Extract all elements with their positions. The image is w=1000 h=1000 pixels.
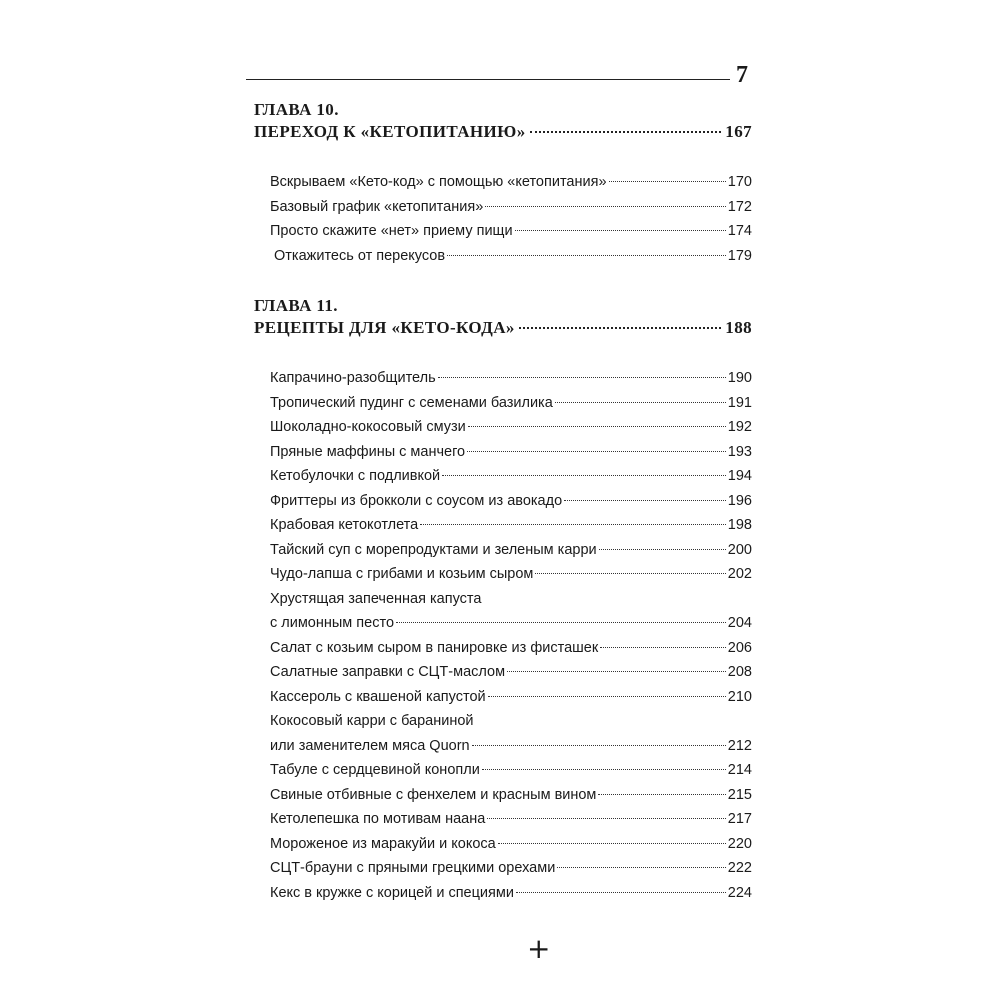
- chapter-page: 188: [725, 318, 752, 337]
- toc-entry-page: 220: [727, 835, 752, 852]
- toc-entry-title: Салатные заправки с СЦТ-маслом: [270, 664, 506, 680]
- page-number: 7: [736, 62, 748, 88]
- chapter-title-row[interactable]: [254, 317, 752, 339]
- toc-entry-page: 191: [727, 394, 752, 411]
- dot-leader: [498, 843, 726, 844]
- toc-entry[interactable]: [270, 219, 752, 244]
- toc-entry-page: 202: [727, 566, 752, 582]
- chapter-title: РЕЦЕПТЫ ДЛЯ «КЕТО-КОДА»: [254, 318, 515, 337]
- toc-entry-title-line[interactable]: Хрустящая запеченная капуста: [270, 590, 482, 607]
- dot-leader: [599, 549, 726, 550]
- toc-entry[interactable]: [270, 513, 752, 538]
- toc-entry-title: Свиные отбивные с фенхелем и красным вином: [270, 786, 597, 803]
- register-mark: +: [527, 932, 551, 965]
- chapter-10-heading: [254, 99, 752, 143]
- toc-entry-title: Крабовая кетокотлета: [270, 517, 419, 533]
- dot-leader: [564, 500, 726, 501]
- toc-entry[interactable]: [270, 881, 752, 906]
- toc-entry-title: Салат с козьим сыром в панировке из фисташек: [270, 639, 599, 656]
- header-rule: [246, 79, 730, 80]
- toc-entry-page: 215: [727, 786, 752, 803]
- toc-entry-title: Кетобулочки с подливкой: [270, 468, 441, 484]
- chapter-title: ПЕРЕХОД К «КЕТОПИТАНИЮ»: [254, 122, 526, 141]
- toc-entry[interactable]: [270, 440, 752, 465]
- toc-entry[interactable]: [270, 783, 752, 808]
- toc-entry-title: СЦТ-брауни с пряными грецкими орехами: [270, 860, 556, 876]
- toc-entry[interactable]: [270, 489, 752, 514]
- toc-entry-page: 206: [727, 639, 752, 656]
- toc-entry-title: Пряные маффины с манчего: [270, 443, 466, 460]
- toc-entry[interactable]: [270, 244, 752, 269]
- toc-entry-title: Вскрываем «Кето-код» с помощью «кетопитания»: [270, 174, 607, 190]
- dot-leader: [472, 745, 726, 746]
- dot-leader: [598, 794, 725, 795]
- dot-leader: [488, 696, 726, 697]
- toc-entry[interactable]: [270, 366, 752, 391]
- toc-entry-page: 212: [727, 737, 752, 754]
- dot-leader: [555, 402, 726, 403]
- dot-leader: [485, 206, 726, 207]
- toc-entry[interactable]: [270, 170, 752, 195]
- toc-entry-page: 214: [727, 762, 752, 778]
- dot-leader: [468, 426, 726, 427]
- dot-leader: [507, 671, 726, 672]
- dot-leader: [515, 230, 726, 231]
- chapter-11-heading: [254, 295, 752, 339]
- dot-leader: [420, 524, 726, 525]
- chapter-label: ГЛАВА 11.: [254, 296, 338, 315]
- dot-leader: [557, 867, 725, 868]
- toc-entry-title: Базовый график «кетопитания»: [270, 198, 484, 215]
- toc-entry-page: 192: [727, 419, 752, 435]
- toc-entry[interactable]: [270, 391, 752, 416]
- toc-entry-page: 193: [727, 443, 752, 460]
- chapter-title-row[interactable]: [254, 121, 752, 143]
- toc-entry-title: с лимонным песто: [270, 615, 395, 631]
- toc-entry-title: Мороженое из маракуйи и кокоса: [270, 835, 496, 852]
- toc-entry-title: Капрачино-разобщитель: [270, 370, 436, 386]
- dot-leader: [519, 327, 722, 329]
- toc-entry[interactable]: [270, 660, 752, 685]
- toc-entry-page: 179: [727, 247, 752, 264]
- toc-entry-page: 194: [727, 468, 752, 484]
- toc-entry-title: Просто скажите «нет» приему пищи: [270, 223, 513, 239]
- toc-entry[interactable]: [270, 636, 752, 661]
- toc-entry[interactable]: [270, 611, 752, 636]
- toc-entry[interactable]: [270, 856, 752, 881]
- toc-entry-page: 170: [727, 174, 752, 190]
- toc-entry-title: или заменителем мяса Quorn: [270, 737, 470, 754]
- toc-entry[interactable]: [270, 538, 752, 563]
- chapter-10-entries: [270, 170, 752, 268]
- toc-entry[interactable]: [270, 734, 752, 759]
- toc-entry-page: 210: [727, 688, 752, 705]
- dot-leader: [447, 255, 726, 256]
- toc-entry[interactable]: [270, 807, 752, 832]
- dot-leader: [438, 377, 726, 378]
- toc-entry[interactable]: [270, 415, 752, 440]
- toc-entry-title: Тайский суп с морепродуктами и зеленым карри: [270, 541, 597, 558]
- toc-entry-title: Кекс в кружке с корицей и специями: [270, 884, 514, 901]
- dot-leader: [467, 451, 726, 452]
- toc-entry-page: 224: [727, 884, 752, 901]
- chapter-label: ГЛАВА 10.: [254, 100, 339, 119]
- toc-entry-title: Кассероль с квашеной капустой: [270, 688, 486, 705]
- toc-entry-title: Кетолепешка по мотивам наана: [270, 811, 486, 827]
- toc-entry[interactable]: [270, 832, 752, 857]
- chapter-page: 167: [725, 122, 752, 141]
- toc-entry[interactable]: [270, 464, 752, 489]
- toc-entry-title: Шоколадно-кокосовый смузи: [270, 419, 466, 435]
- toc-entry-page: 204: [727, 615, 752, 631]
- toc-entry-page: 208: [727, 664, 752, 680]
- toc-entry-page: 190: [727, 370, 752, 386]
- toc-entry-page: 196: [727, 492, 752, 509]
- toc-entry-page: 172: [727, 198, 752, 215]
- toc-entry-title: Фриттеры из брокколи с соусом из авокадо: [270, 492, 563, 509]
- toc-entry[interactable]: [270, 562, 752, 587]
- dot-leader: [609, 181, 726, 182]
- toc-entry-page: 222: [727, 860, 752, 876]
- toc-entry-title-line[interactable]: Кокосовый карри с бараниной: [270, 713, 474, 729]
- toc-entry[interactable]: [270, 685, 752, 710]
- toc-entry-title: Табуле с сердцевиной конопли: [270, 762, 480, 778]
- toc-entry[interactable]: [270, 195, 752, 220]
- dot-leader: [442, 475, 726, 476]
- dot-leader: [396, 622, 726, 623]
- toc-entry[interactable]: [270, 758, 752, 783]
- toc-entry-page: 174: [727, 223, 752, 239]
- toc-entry-title: Чудо-лапша с грибами и козьим сыром: [270, 566, 534, 582]
- dot-leader: [530, 131, 722, 133]
- toc-entry-title: Откажитесь от перекусов: [274, 247, 446, 264]
- dot-leader: [600, 647, 726, 648]
- dot-leader: [516, 892, 726, 893]
- toc-entry-page: 198: [727, 517, 752, 533]
- toc-entry-title: Тропический пудинг с семенами базилика: [270, 394, 553, 411]
- toc-entry-page: 200: [727, 541, 752, 558]
- chapter-11-entries: [270, 366, 752, 905]
- dot-leader: [535, 573, 725, 574]
- dot-leader: [487, 818, 726, 819]
- toc-entry-page: 217: [727, 811, 752, 827]
- dot-leader: [482, 769, 726, 770]
